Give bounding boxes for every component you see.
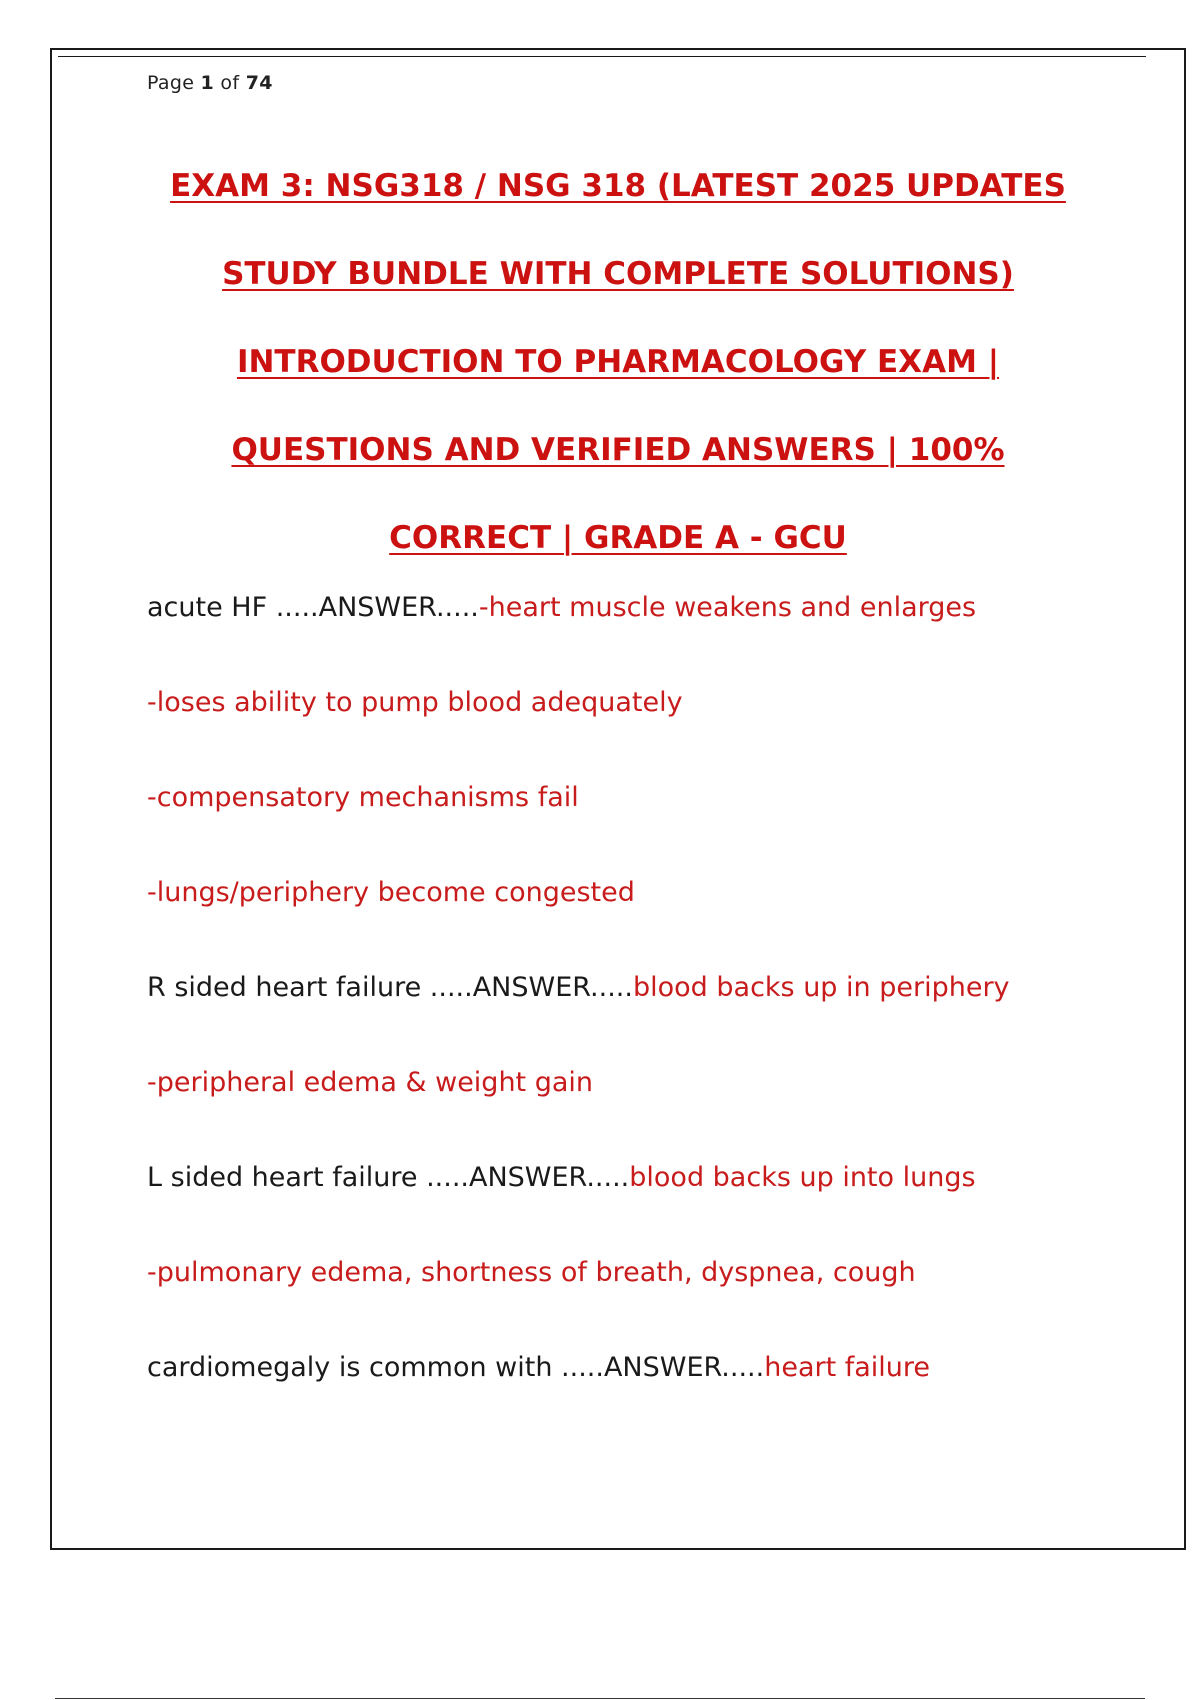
page-current: 1 — [200, 72, 215, 94]
qa-line — [147, 580, 1144, 675]
next-page-rule — [55, 1698, 1145, 1699]
qa-line — [147, 1245, 1144, 1340]
answer-text: blood backs up in periphery — [632, 972, 1010, 1003]
header-rule — [58, 56, 1146, 57]
title-line: INTRODUCTION TO PHARMACOLOGY EXAM | — [236, 344, 1000, 380]
qa-line — [147, 960, 1144, 1055]
question-text: L sided heart failure .....ANSWER..... — [147, 1162, 630, 1193]
answer-text: heart failure — [764, 1352, 931, 1383]
question-text: acute HF .....ANSWER..... — [147, 592, 479, 623]
answer-text: -peripheral edema & weight gain — [147, 1067, 594, 1098]
answer-text: -pulmonary edema, shortness of breath, dyspnea, cough — [147, 1257, 916, 1288]
qa-list — [147, 580, 1144, 1435]
title-line: CORRECT | GRADE A - GCU — [389, 520, 847, 556]
qa-line — [147, 675, 1144, 770]
qa-line — [147, 1055, 1144, 1150]
page-number — [147, 72, 273, 94]
answer-text: -loses ability to pump blood adequately — [147, 687, 683, 718]
title-line: EXAM 3: NSG318 / NSG 318 (LATEST 2025 UPDATES — [170, 168, 1066, 204]
qa-line — [147, 770, 1144, 865]
document-title — [52, 142, 1184, 582]
document-page — [50, 48, 1186, 1550]
qa-line — [147, 1340, 1144, 1435]
page-label: Page — [147, 72, 195, 94]
answer-text: -heart muscle weakens and enlarges — [478, 592, 977, 623]
question-text: cardiomegaly is common with .....ANSWER..... — [147, 1352, 765, 1383]
answer-text: -compensatory mechanisms fail — [147, 782, 579, 813]
question-text: R sided heart failure .....ANSWER..... — [147, 972, 633, 1003]
qa-line — [147, 1150, 1144, 1245]
qa-line — [147, 865, 1144, 960]
title-line: QUESTIONS AND VERIFIED ANSWERS | 100% — [231, 432, 1005, 468]
answer-text: blood backs up into lungs — [629, 1162, 976, 1193]
answer-text: -lungs/periphery become congested — [147, 877, 635, 908]
page-total: 74 — [245, 72, 273, 94]
page-of: of — [220, 72, 240, 94]
title-line: STUDY BUNDLE WITH COMPLETE SOLUTIONS) — [222, 256, 1014, 292]
